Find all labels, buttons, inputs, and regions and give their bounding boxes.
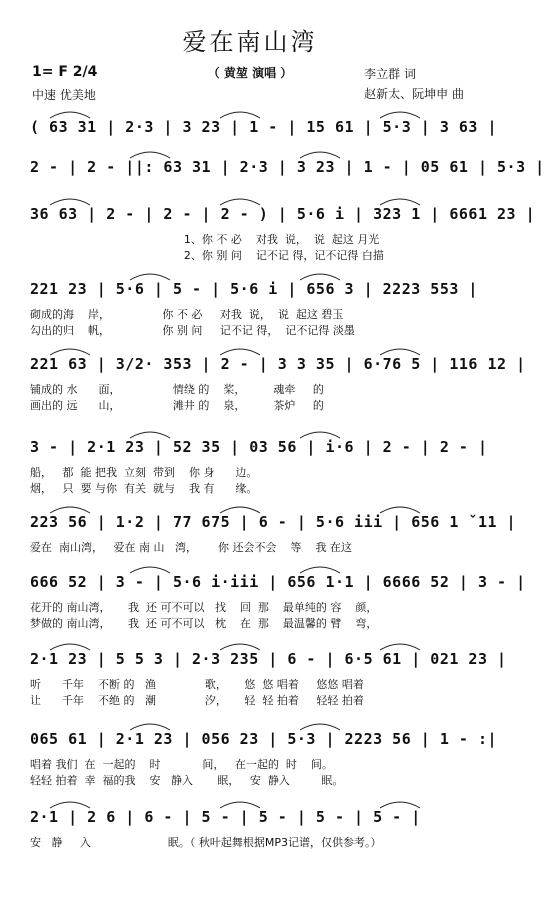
lyric-line: 爱在 南山湾， 爱在 南 山 湾， 你 还会不会 等 我 在这 [30, 541, 352, 554]
lyric-line: 安 静 入 眠。（ 秋叶起舞根据MP3记谱，仅供参考。） [30, 836, 382, 849]
notation-line: 3 - | 2·1 23 | 52 35 | 03 56 | i·6 | 2 - | 2 - | [30, 438, 488, 456]
composer: 赵新太、阮坤申 曲 [364, 87, 464, 101]
notation-line: 2·1 23 | 5 5 3 | 2·3 235 | 6 - | 6·5 61 | 021 23 | [30, 650, 507, 668]
lyric-line: 花开的 南山湾， 我 还 可不可以 找 回 那 最单纯的 容 颜， [30, 601, 378, 614]
song-title: 爱在南山湾 [182, 28, 318, 56]
singer-credit: （ 黄堃 演唱 ） [207, 66, 293, 80]
tempo-marking: 中速 优美地 [32, 88, 96, 102]
lyric-line: 让 千年 不绝 的 潮 汐， 轻 轻 拍着 轻轻 拍着 [30, 694, 364, 707]
notation-line: 221 63 | 3/2· 353 | 2 - | 3 3 35 | 6·76 5 | 116 12 | [30, 355, 526, 373]
lyric-line: 轻轻 拍着 幸 福的我 安 静入 眠， 安 静入 眠。 [30, 774, 344, 787]
notation-line: 666 52 | 3 - | 5·6 i·iii | 656 1·1 | 6666 52 | 3 - | [30, 573, 526, 591]
notation-line: 221 23 | 5·6 | 5 - | 5·6 i | 656 3 | 2223 553 | [30, 280, 478, 298]
lyric-line: 烟， 只 要 与你 有关 就与 我 有 缘。 [30, 482, 258, 495]
lyric-line: 砌成的海 岸， 你 不 必 对我 说， 说 起这 碧玉 [30, 308, 344, 321]
notation-line: 36 63 | 2 - | 2 - | 2 - ) | 5·6 i | 323 1 | 6661 23 | [30, 205, 536, 223]
lyric-line: 2、你 别 问 记不记 得，记不记得 白描 [30, 249, 384, 262]
lyric-line: 画出的 远 山， 滩井 的 泉， 茶炉 的 [30, 399, 324, 412]
lyric-line: 铺成的 水 面， 情绕 的 桨， 魂牵 的 [30, 383, 324, 396]
lyric-line: 勾出的归 帆， 你 别 问 记不记 得， 记不记得 淡墨 [30, 324, 355, 337]
lyric-line: 唱着 我们 在 一起的 时 间， 在一起的 时 间。 [30, 758, 333, 771]
lyricist: 李立群 词 [364, 67, 416, 81]
notation-line: 2 - | 2 - ||: 63 31 | 2·3 | 3 23 | 1 - | 05 61 | 5·3 | [30, 158, 545, 176]
notation-line: 223 56 | 1·2 | 77 675 | 6 - | 5·6 iii | 656 1 ˇ11 | [30, 513, 517, 531]
lyric-line: 听 千年 不断 的 渔 歌， 悠 悠 唱着 悠悠 唱着 [30, 678, 364, 691]
notation-line: 065 61 | 2·1 23 | 056 23 | 5·3 | 2223 56 | 1 - :| [30, 730, 498, 748]
notation-line: 2·1 | 2 6 | 6 - | 5 - | 5 - | 5 - | 5 - | [30, 808, 421, 826]
key-signature: 1= F 2/4 [32, 64, 98, 80]
lyric-line: 梦做的 南山湾， 我 还 可不可以 枕 在 那 最温馨的 臂 弯， [30, 617, 378, 630]
notation-line: ( 63 31 | 2·3 | 3 23 | 1 - | 15 61 | 5·3 | 3 63 | [30, 118, 498, 136]
credits [364, 64, 464, 104]
lyric-line: 1、你 不 必 对我 说， 说 起这 月光 [30, 233, 380, 246]
lyric-line: 船， 都 能 把我 立刻 带到 你 身 边。 [30, 466, 258, 479]
